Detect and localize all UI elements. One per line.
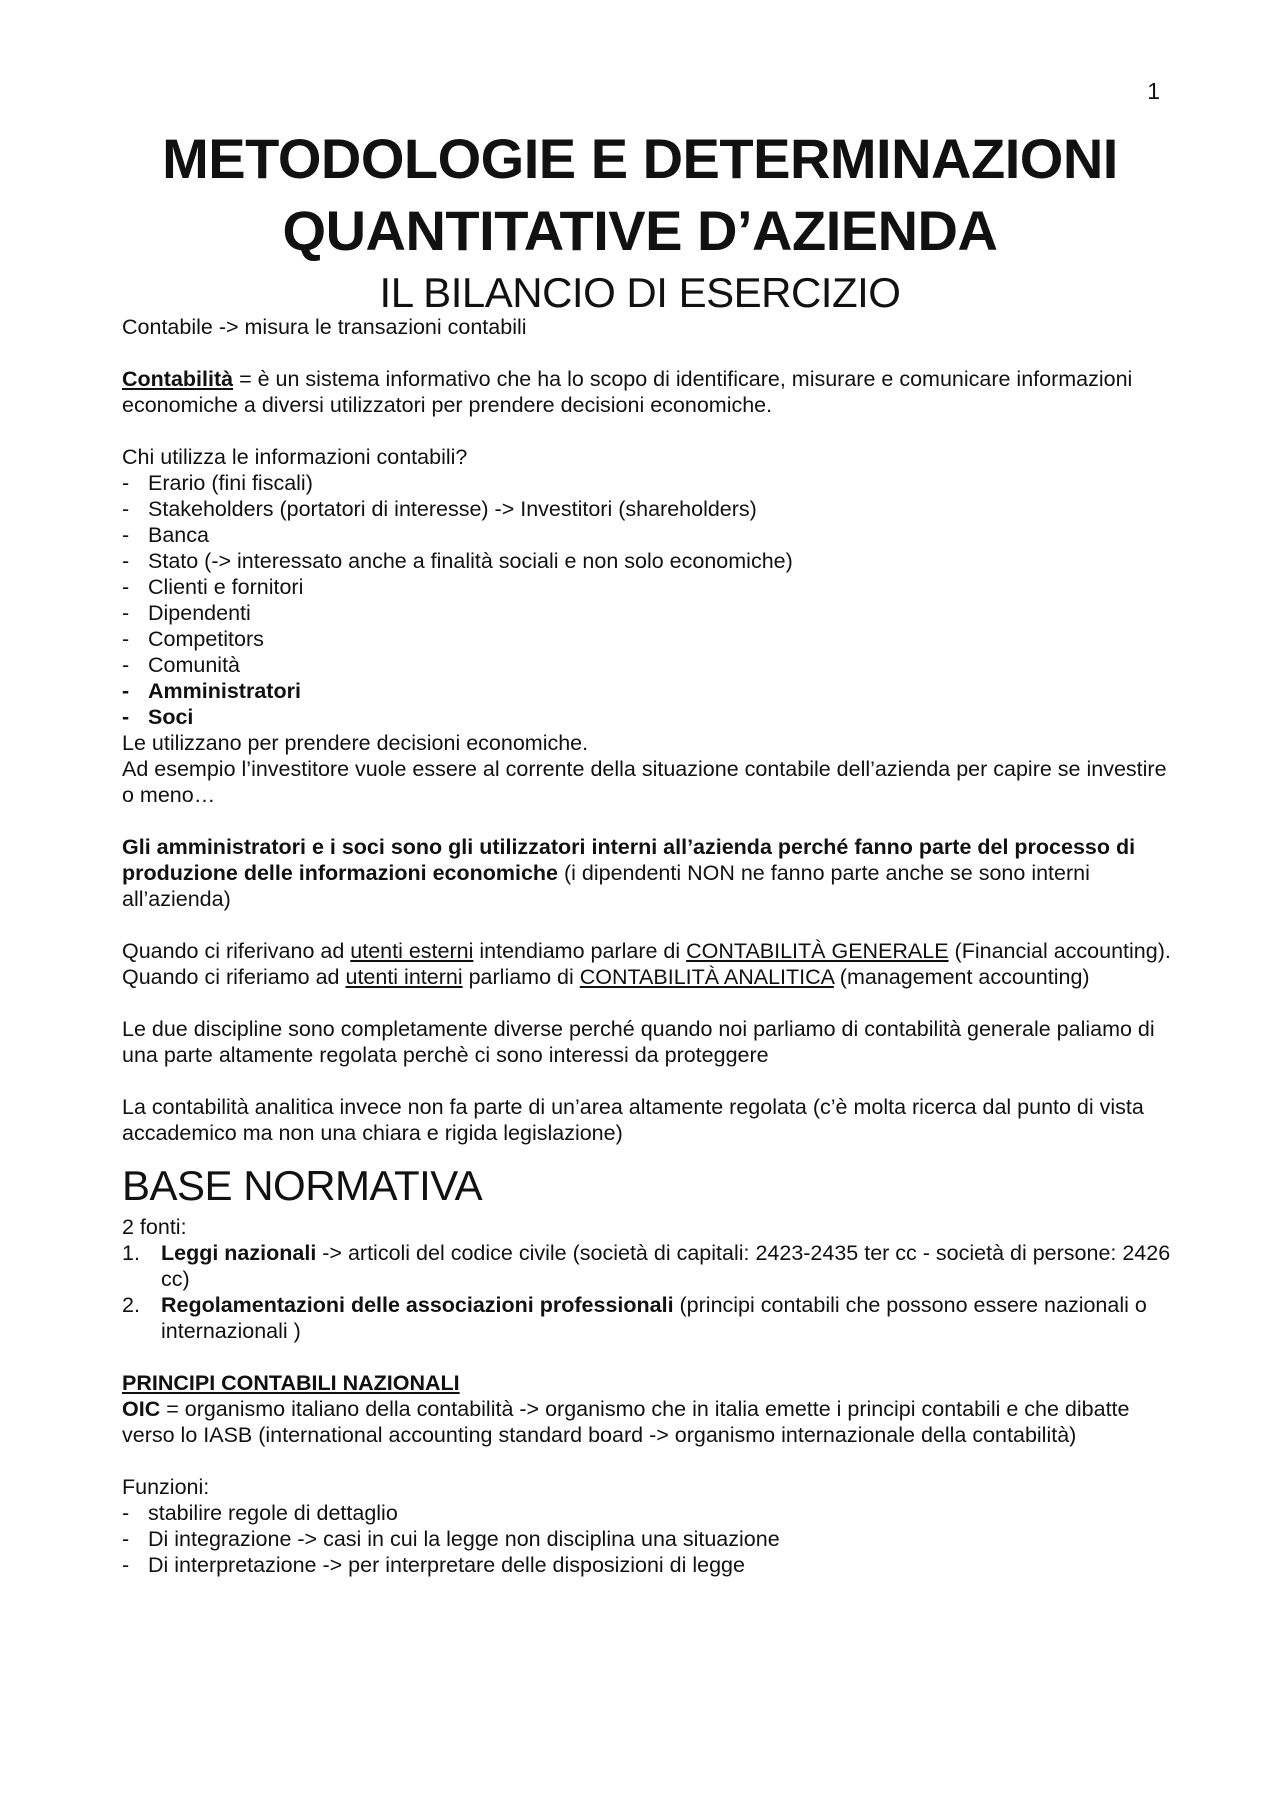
list-number: 2. — [122, 1293, 140, 1317]
list-item: - Comunità — [122, 652, 1172, 678]
text: (Financial accounting). — [948, 939, 1171, 963]
list-item: - Clienti e fornitori — [122, 574, 1172, 600]
bold-term: Leggi nazionali — [161, 1241, 317, 1265]
list-number: 1. — [122, 1241, 140, 1265]
fonti-label: 2 fonti: — [122, 1215, 187, 1239]
p-two-disciplines: Le due discipline sono completamente diverse perché quando noi parliamo di contabilità generale paliamo di una parte altamente regolata perchè ci sono interessi da proteggere — [122, 1017, 1155, 1067]
list-item: - Banca — [122, 522, 1172, 548]
p-decisions: Le utilizzano per prendere decisioni economiche. — [122, 731, 589, 755]
underlined-term: CONTABILITÀ ANALITICA — [579, 965, 834, 989]
list-item: - Di integrazione -> casi in cui la legge non disciplina una situazione — [122, 1526, 1172, 1552]
funzioni-label: Funzioni: — [122, 1475, 210, 1499]
text: Quando ci riferivano ad — [122, 939, 351, 963]
list-item: - stabilire regole di dettaglio — [122, 1500, 1172, 1526]
text: -> articoli del codice civile (società di capitali: 2423-2435 ter cc - società di persone: 2426 cc) — [161, 1241, 1171, 1291]
text: Quando ci riferiamo ad — [122, 965, 346, 989]
list-item — [122, 1292, 1172, 1344]
funzioni-list — [122, 1500, 1172, 1578]
fonti-list — [122, 1240, 1172, 1344]
list-item-bold: - Amministratori — [122, 678, 1172, 704]
p-example: Ad esempio l’investitore vuole essere al corrente della situazione contabile dell’azienda per capire se investire o meno… — [122, 757, 1167, 807]
bold-term: OIC — [122, 1397, 161, 1421]
underlined-term: utenti interni — [345, 965, 463, 989]
p-oic — [122, 1396, 1172, 1448]
users-list — [122, 470, 1172, 730]
heading-base-normativa: BASE NORMATIVA — [122, 1162, 483, 1209]
text: parliamo di — [462, 965, 580, 989]
p-analitica: La contabilità analitica invece non fa parte di un’area altamente regolata (c’è molta ricerca dal punto di vista accademico ma non una chiara e rigida legislazione) — [122, 1095, 1144, 1145]
list-item: - Erario (fini fiscali) — [122, 470, 1172, 496]
list-item: - Stakeholders (portatori di interesse) -> Investitori (shareholders) — [122, 496, 1172, 522]
def-text: = è un sistema informativo che ha lo scopo di identificare, misurare e comunicare informazioni economiche a diversi utilizzatori per prendere decisioni economiche. — [122, 367, 1133, 417]
list-item-bold: - Soci — [122, 704, 1172, 730]
text: = organismo italiano della contabilità -> organismo che in italia emette i principi contabili e che dibatte verso lo IASB (international accounting standard board -> organismo internazionale della contabilità) — [122, 1397, 1130, 1447]
list-item: - Competitors — [122, 626, 1172, 652]
title-line-2: QUANTITATIVE D’AZIENDA — [282, 199, 998, 262]
internal-rest: (i dipendenti NON ne fanno parte anche se sono interni all’azienda) — [122, 861, 1090, 911]
users-question: Chi utilizza le informazioni contabili? — [122, 445, 468, 469]
list-item — [122, 1240, 1172, 1292]
heading-principi: PRINCIPI CONTABILI NAZIONALI — [122, 1371, 460, 1395]
text: (management accounting) — [833, 965, 1090, 989]
list-item: - Di interpretazione -> per interpretare delle disposizioni di legge — [122, 1552, 1172, 1578]
list-item: - Dipendenti — [122, 600, 1172, 626]
text: intendiamo parlare di — [473, 939, 687, 963]
document-body — [122, 314, 1172, 1578]
p-internal-users — [122, 834, 1172, 912]
internal-bold: Gli amministratori e i soci sono gli utilizzatori interni all’azienda perché fanno parte del processo di produzione delle informazioni economiche — [122, 835, 1136, 885]
subtitle: IL BILANCIO DI ESERCIZIO — [379, 269, 901, 316]
list-item: - Stato (-> interessato anche a finalità sociali e non solo economiche) — [122, 548, 1172, 574]
p-internal — [122, 964, 1172, 990]
underlined-term: CONTABILITÀ GENERALE — [686, 939, 949, 963]
p-external — [122, 938, 1172, 964]
p-contabile: Contabile -> misura le transazioni contabili — [122, 315, 527, 339]
def-term: Contabilità — [122, 367, 234, 391]
page-number: 1 — [1147, 78, 1160, 104]
underlined-term: utenti esterni — [350, 939, 474, 963]
title-line-1: METODOLOGIE E DETERMINAZIONI — [162, 127, 1118, 190]
p-definition — [122, 366, 1172, 418]
text: (principi contabili che possono essere nazionali o internazionali ) — [161, 1293, 1147, 1343]
bold-term: Regolamentazioni delle associazioni professionali — [161, 1293, 674, 1317]
